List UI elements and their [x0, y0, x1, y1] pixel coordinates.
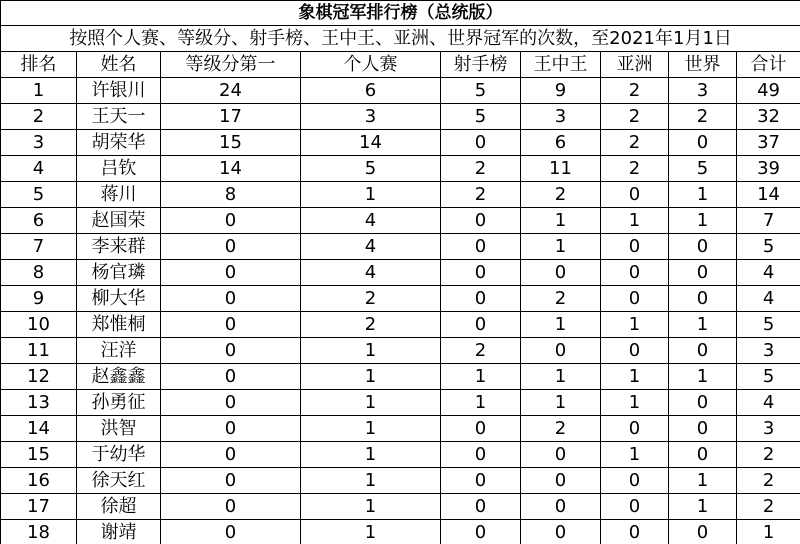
table-row	[1, 468, 800, 494]
table-row	[1, 390, 800, 416]
cell-top-scorer: 0	[441, 442, 521, 468]
cell-total: 14	[737, 182, 800, 208]
table-row	[1, 338, 800, 364]
cell-rank: 3	[1, 130, 77, 156]
cell-king-of-kings: 9	[521, 78, 601, 104]
cell-total: 3	[737, 338, 800, 364]
cell-world: 0	[669, 130, 737, 156]
cell-world: 1	[669, 182, 737, 208]
cell-individual: 1	[301, 494, 441, 520]
cell-asia: 1	[601, 364, 669, 390]
cell-rating-first: 0	[161, 208, 301, 234]
cell-individual: 4	[301, 208, 441, 234]
cell-name: 徐天红	[77, 468, 161, 494]
cell-asia: 1	[601, 442, 669, 468]
cell-rating-first: 0	[161, 390, 301, 416]
cell-name: 于幼华	[77, 442, 161, 468]
table-row	[1, 520, 800, 544]
cell-top-scorer: 5	[441, 104, 521, 130]
cell-name: 许银川	[77, 78, 161, 104]
cell-individual: 1	[301, 338, 441, 364]
cell-king-of-kings: 0	[521, 338, 601, 364]
table-row	[1, 182, 800, 208]
table-row	[1, 260, 800, 286]
cell-asia: 0	[601, 416, 669, 442]
cell-name: 李来群	[77, 234, 161, 260]
cell-top-scorer: 1	[441, 390, 521, 416]
cell-world: 0	[669, 520, 737, 544]
table-title: 象棋冠军排行榜（总统版）	[1, 1, 800, 26]
cell-name: 赵鑫鑫	[77, 364, 161, 390]
header-king-of-kings: 王中王	[521, 52, 601, 78]
table-row	[1, 234, 800, 260]
cell-rank: 15	[1, 442, 77, 468]
cell-total: 5	[737, 234, 800, 260]
cell-name: 王天一	[77, 104, 161, 130]
cell-total: 5	[737, 364, 800, 390]
cell-rank: 10	[1, 312, 77, 338]
cell-king-of-kings: 2	[521, 182, 601, 208]
cell-total: 2	[737, 494, 800, 520]
cell-world: 1	[669, 312, 737, 338]
cell-asia: 0	[601, 286, 669, 312]
cell-rating-first: 0	[161, 338, 301, 364]
title-row	[1, 1, 800, 26]
cell-top-scorer: 0	[441, 234, 521, 260]
header-world: 世界	[669, 52, 737, 78]
cell-rank: 4	[1, 156, 77, 182]
cell-individual: 1	[301, 468, 441, 494]
cell-asia: 0	[601, 182, 669, 208]
cell-total: 39	[737, 156, 800, 182]
cell-world: 0	[669, 442, 737, 468]
table-subtitle: 按照个人赛、等级分、射手榜、王中王、亚洲、世界冠军的次数，至2021年1月1日	[1, 26, 800, 52]
cell-individual: 6	[301, 78, 441, 104]
cell-world: 1	[669, 364, 737, 390]
cell-rating-first: 0	[161, 416, 301, 442]
cell-rating-first: 0	[161, 468, 301, 494]
cell-total: 2	[737, 442, 800, 468]
cell-world: 0	[669, 416, 737, 442]
cell-asia: 1	[601, 312, 669, 338]
cell-rank: 2	[1, 104, 77, 130]
cell-name: 吕钦	[77, 156, 161, 182]
cell-rating-first: 0	[161, 286, 301, 312]
subtitle-row	[1, 26, 800, 52]
cell-rank: 7	[1, 234, 77, 260]
cell-world: 0	[669, 234, 737, 260]
cell-name: 谢靖	[77, 520, 161, 544]
cell-total: 32	[737, 104, 800, 130]
cell-asia: 0	[601, 494, 669, 520]
cell-individual: 1	[301, 182, 441, 208]
cell-rating-first: 0	[161, 234, 301, 260]
cell-name: 汪洋	[77, 338, 161, 364]
cell-individual: 1	[301, 390, 441, 416]
cell-total: 5	[737, 312, 800, 338]
table-row	[1, 364, 800, 390]
cell-asia: 2	[601, 104, 669, 130]
cell-name: 蒋川	[77, 182, 161, 208]
cell-world: 2	[669, 104, 737, 130]
cell-world: 5	[669, 156, 737, 182]
cell-total: 37	[737, 130, 800, 156]
cell-rank: 13	[1, 390, 77, 416]
cell-top-scorer: 0	[441, 208, 521, 234]
cell-asia: 0	[601, 468, 669, 494]
table-row	[1, 130, 800, 156]
cell-total: 4	[737, 390, 800, 416]
cell-individual: 1	[301, 364, 441, 390]
cell-top-scorer: 1	[441, 364, 521, 390]
cell-individual: 14	[301, 130, 441, 156]
cell-world: 1	[669, 468, 737, 494]
cell-top-scorer: 0	[441, 416, 521, 442]
cell-individual: 4	[301, 260, 441, 286]
table-body	[1, 78, 800, 544]
cell-rating-first: 0	[161, 260, 301, 286]
cell-total: 2	[737, 468, 800, 494]
cell-total: 3	[737, 416, 800, 442]
cell-individual: 1	[301, 442, 441, 468]
cell-king-of-kings: 0	[521, 494, 601, 520]
cell-top-scorer: 2	[441, 182, 521, 208]
cell-top-scorer: 5	[441, 78, 521, 104]
cell-top-scorer: 0	[441, 260, 521, 286]
table-row	[1, 208, 800, 234]
cell-total: 4	[737, 286, 800, 312]
cell-top-scorer: 0	[441, 520, 521, 544]
table-row	[1, 156, 800, 182]
cell-world: 1	[669, 208, 737, 234]
cell-rank: 9	[1, 286, 77, 312]
table-row	[1, 494, 800, 520]
cell-total: 4	[737, 260, 800, 286]
cell-top-scorer: 0	[441, 312, 521, 338]
cell-name: 杨官璘	[77, 260, 161, 286]
cell-rating-first: 15	[161, 130, 301, 156]
cell-total: 49	[737, 78, 800, 104]
cell-king-of-kings: 2	[521, 416, 601, 442]
cell-king-of-kings: 2	[521, 286, 601, 312]
table-row	[1, 104, 800, 130]
cell-world: 0	[669, 286, 737, 312]
header-rating-first: 等级分第一	[161, 52, 301, 78]
cell-asia: 1	[601, 390, 669, 416]
cell-rank: 11	[1, 338, 77, 364]
cell-king-of-kings: 1	[521, 208, 601, 234]
cell-asia: 0	[601, 338, 669, 364]
cell-rating-first: 8	[161, 182, 301, 208]
cell-king-of-kings: 1	[521, 390, 601, 416]
cell-name: 洪智	[77, 416, 161, 442]
cell-top-scorer: 0	[441, 130, 521, 156]
cell-individual: 1	[301, 520, 441, 544]
cell-rating-first: 14	[161, 156, 301, 182]
cell-asia: 2	[601, 78, 669, 104]
cell-asia: 2	[601, 130, 669, 156]
cell-total: 1	[737, 520, 800, 544]
table-row	[1, 312, 800, 338]
cell-individual: 2	[301, 286, 441, 312]
cell-rank: 18	[1, 520, 77, 544]
cell-king-of-kings: 3	[521, 104, 601, 130]
cell-top-scorer: 2	[441, 156, 521, 182]
cell-top-scorer: 0	[441, 468, 521, 494]
cell-name: 郑惟桐	[77, 312, 161, 338]
cell-rank: 12	[1, 364, 77, 390]
cell-rating-first: 24	[161, 78, 301, 104]
header-row	[1, 52, 800, 78]
cell-king-of-kings: 1	[521, 364, 601, 390]
cell-asia: 2	[601, 156, 669, 182]
cell-top-scorer: 2	[441, 338, 521, 364]
cell-world: 3	[669, 78, 737, 104]
cell-name: 徐超	[77, 494, 161, 520]
cell-rating-first: 0	[161, 312, 301, 338]
cell-king-of-kings: 1	[521, 234, 601, 260]
header-name: 姓名	[77, 52, 161, 78]
cell-individual: 1	[301, 416, 441, 442]
cell-world: 1	[669, 494, 737, 520]
header-top-scorer: 射手榜	[441, 52, 521, 78]
cell-total: 7	[737, 208, 800, 234]
cell-top-scorer: 0	[441, 494, 521, 520]
cell-asia: 0	[601, 234, 669, 260]
header-individual: 个人赛	[301, 52, 441, 78]
cell-king-of-kings: 6	[521, 130, 601, 156]
cell-asia: 0	[601, 260, 669, 286]
cell-rank: 14	[1, 416, 77, 442]
cell-name: 赵国荣	[77, 208, 161, 234]
cell-king-of-kings: 0	[521, 468, 601, 494]
table-row	[1, 78, 800, 104]
cell-rank: 16	[1, 468, 77, 494]
cell-rank: 1	[1, 78, 77, 104]
cell-king-of-kings: 0	[521, 260, 601, 286]
header-asia: 亚洲	[601, 52, 669, 78]
header-rank: 排名	[1, 52, 77, 78]
cell-world: 0	[669, 338, 737, 364]
cell-rating-first: 17	[161, 104, 301, 130]
cell-name: 胡荣华	[77, 130, 161, 156]
cell-rating-first: 0	[161, 520, 301, 544]
cell-asia: 0	[601, 520, 669, 544]
table-row	[1, 416, 800, 442]
table-row	[1, 442, 800, 468]
cell-individual: 4	[301, 234, 441, 260]
cell-rank: 6	[1, 208, 77, 234]
cell-world: 0	[669, 260, 737, 286]
cell-rating-first: 0	[161, 494, 301, 520]
cell-king-of-kings: 0	[521, 442, 601, 468]
cell-rank: 8	[1, 260, 77, 286]
cell-world: 0	[669, 390, 737, 416]
cell-asia: 1	[601, 208, 669, 234]
header-total: 合计	[737, 52, 800, 78]
cell-rank: 5	[1, 182, 77, 208]
cell-king-of-kings: 1	[521, 312, 601, 338]
cell-rating-first: 0	[161, 364, 301, 390]
cell-rank: 17	[1, 494, 77, 520]
cell-individual: 2	[301, 312, 441, 338]
cell-king-of-kings: 11	[521, 156, 601, 182]
cell-top-scorer: 0	[441, 286, 521, 312]
cell-individual: 3	[301, 104, 441, 130]
cell-rating-first: 0	[161, 442, 301, 468]
table-row	[1, 286, 800, 312]
cell-individual: 5	[301, 156, 441, 182]
cell-name: 孙勇征	[77, 390, 161, 416]
cell-king-of-kings: 0	[521, 520, 601, 544]
cell-name: 柳大华	[77, 286, 161, 312]
